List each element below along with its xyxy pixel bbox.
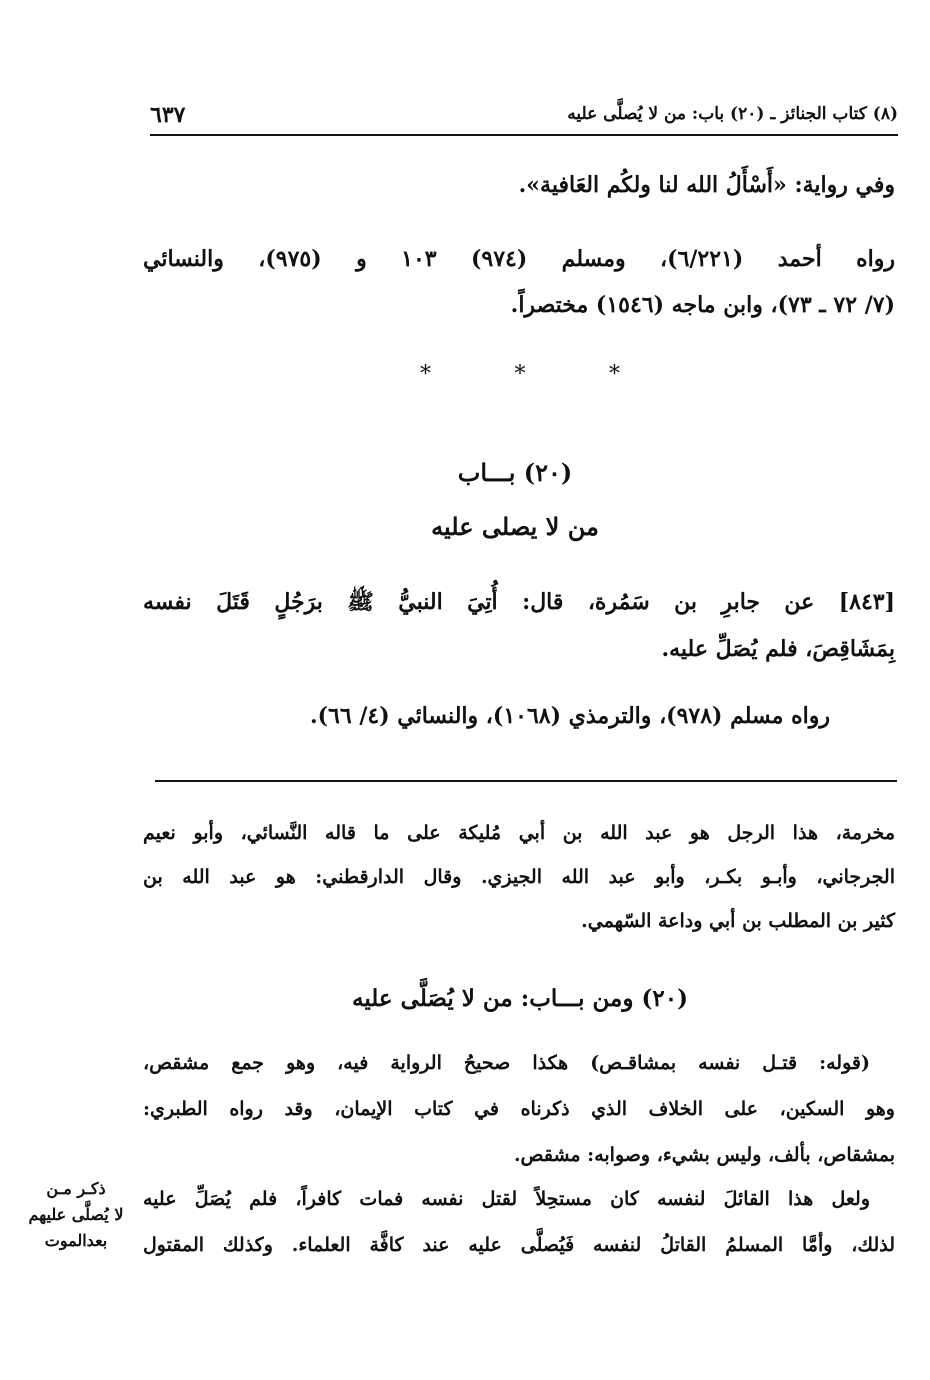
- chapter-number: (٢٠) بـــاب: [457, 458, 573, 487]
- takhrij-line-3: رواه مسلم (٩٧٨)، والترمذي (١٠٦٨)، والنسائي (٤/ ٦٦).: [309, 703, 830, 729]
- page-header: [150, 100, 898, 136]
- commentary-line: ولعل هذا القائلَ لنفسه كان مستحِلاً لقتل نفسه فمات كافراً، فلم يُصَلِّ عليه: [143, 1188, 870, 1210]
- separator-star: *: [609, 362, 620, 387]
- running-title: (٨) كتاب الجنائز ـ (٢٠) باب: من لا يُصلَّى عليه: [567, 104, 898, 124]
- margin-note-line: ذكـر مـن: [46, 1179, 106, 1198]
- commentary-section-heading: (٢٠) ومن بـــاب: من لا يُصَلَّى عليه: [352, 985, 688, 1012]
- riwaya-line: وفي رواية: «أَسْأَلُ الله لنا ولكُم العَافية».: [518, 172, 895, 198]
- margin-note: [12, 1176, 140, 1254]
- chapter-title: من لا يصلى عليه: [431, 512, 599, 541]
- separator-star: *: [514, 362, 526, 387]
- commentary-line: لذلك، وأمَّا المسلمُ القاتلُ لنفسه فَيُصلَّى عليه عند كافَّة العلماء. وكذلك المقتول: [143, 1234, 896, 1256]
- commentary-line: وهو السكين، على الخلاف الذي ذكرناه في كتاب الإيمان، وقد رواه الطبري:: [143, 1098, 895, 1120]
- margin-note-line: بعدالموت: [44, 1231, 108, 1250]
- takhrij-line-1: رواه أحمد (٦/٢٢١)، ومسلم (٩٧٤) ١٠٣ و (٩٧٥)، والنسائي: [143, 246, 895, 272]
- takhrij-line-2: (٧/ ٧٢ ـ ٧٣)، وابن ماجه (١٥٤٦) مختصراً.: [510, 292, 895, 318]
- commentary-line: بمشقاص، بألف، وليس بشيء، وصوابه: مشقص.: [513, 1144, 895, 1166]
- commentary-line: مخرمة، هذا الرجل هو عبد الله بن أبي مُليكة على ما قاله النَّسائي، وأبو نعيم: [143, 822, 895, 844]
- separator-star: *: [420, 362, 431, 387]
- page-number: ٦٣٧: [150, 102, 186, 128]
- footnote-rule: [155, 780, 897, 782]
- commentary-line: (قوله: قتـل نفسه بمشاقـص) هكذا صحيحُ الرواية فيه، وهو جمع مشقص،: [143, 1052, 870, 1074]
- commentary-line: كثير بن المطلب بن أبي وداعة السّهمي.: [581, 910, 895, 932]
- hadith-line-2: بِمَشَاقِصَ، فلم يُصَلِّ عليه.: [661, 636, 895, 662]
- section-separator: [420, 362, 620, 387]
- margin-note-line: لا يُصلَّى عليهم: [28, 1205, 124, 1224]
- commentary-line: الجرجاني، وأبـو بكـر، وأبو عبد الله الجيزي. وقال الدارقطني: هو عبد الله بن: [143, 866, 895, 888]
- hadith-line-1: [٨٤٣] عن جابرِ بن سَمُرة، قال: أُتِيَ النبيُّ ﷺ برَجُلٍ قَتَلَ نفسه: [143, 589, 895, 615]
